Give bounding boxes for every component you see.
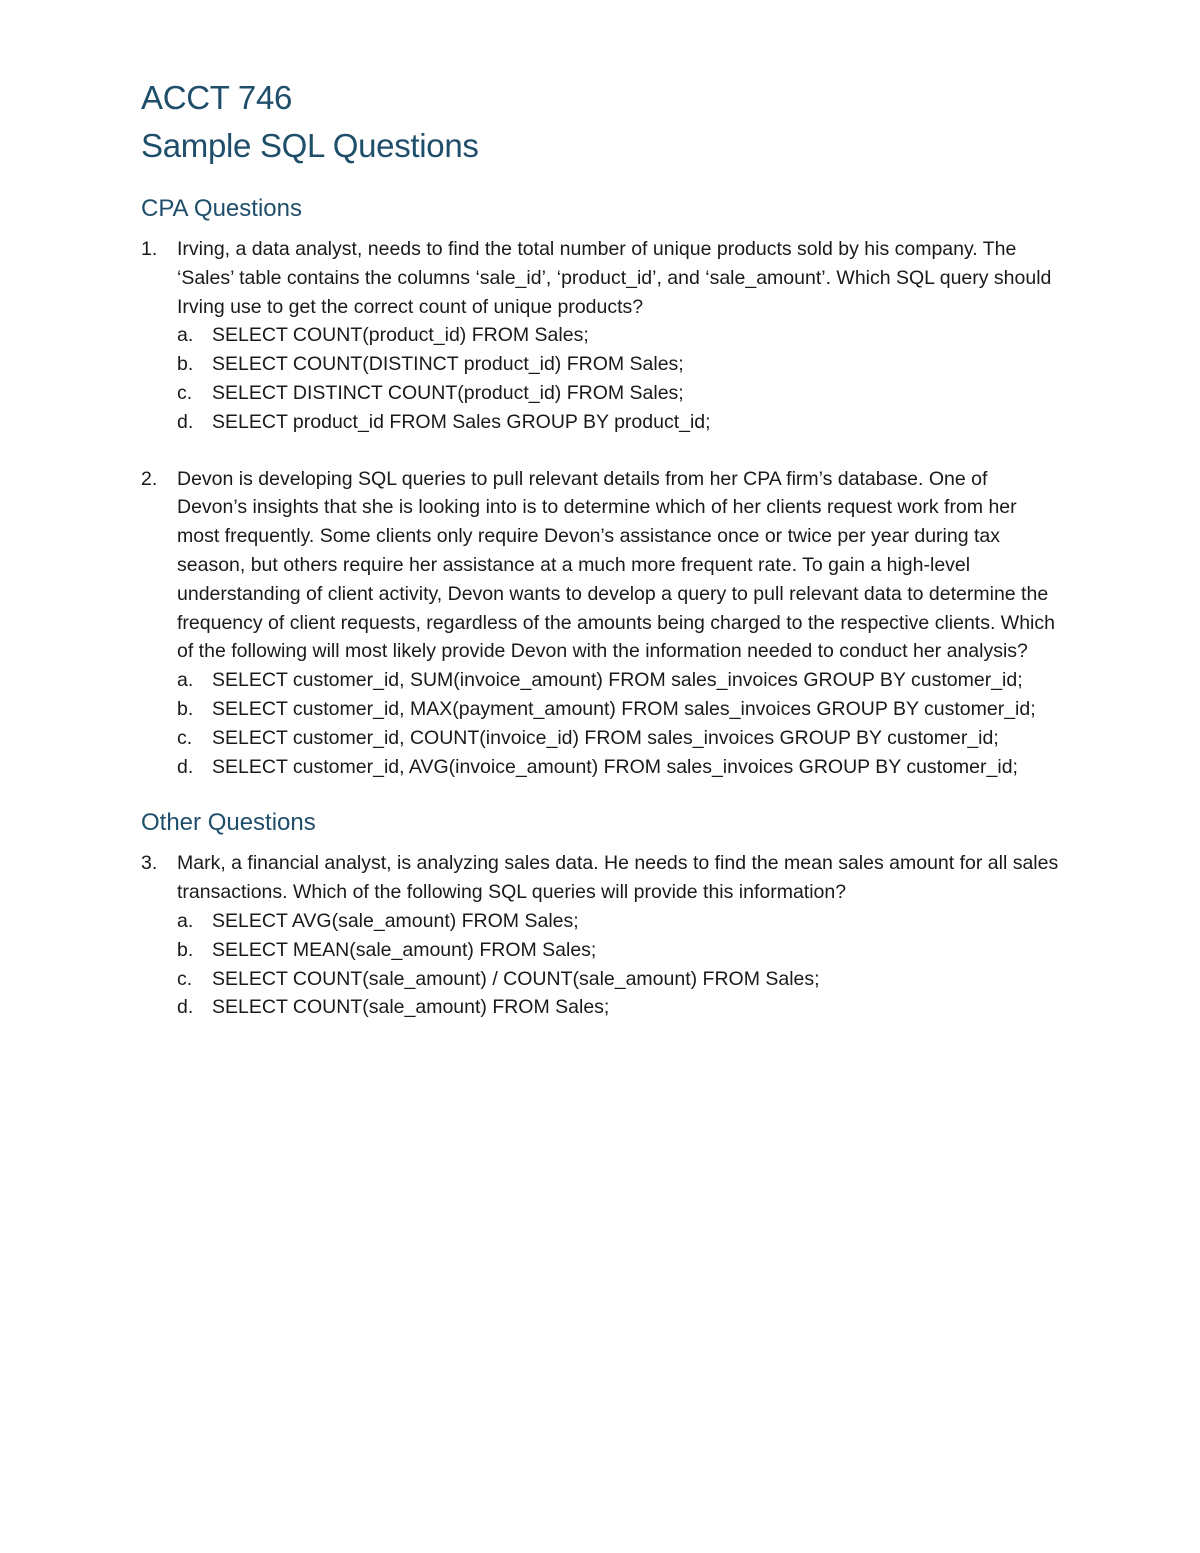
option-letter: b.	[177, 697, 194, 720]
answer-option-d	[177, 753, 1061, 782]
option-text: SELECT customer_id, SUM(invoice_amount) FROM sales_invoices GROUP BY customer_id;	[212, 669, 1023, 692]
answer-option-c	[177, 724, 1061, 753]
question-number: 1.	[141, 238, 158, 260]
question-3	[141, 849, 1061, 1022]
option-letter: a.	[177, 669, 194, 692]
question-1	[141, 235, 1061, 437]
option-text: SELECT customer_id, MAX(payment_amount) FROM sales_invoices GROUP BY customer_id;	[212, 697, 1036, 720]
answer-option-d	[177, 993, 1061, 1022]
answer-option-a	[177, 666, 1061, 695]
course-title: ACCT 746	[141, 79, 293, 116]
answer-option-b	[177, 350, 1061, 379]
question-text: Mark, a financial analyst, is analyzing sales data. He needs to find the mean sales amount for all sales transactions. Which of the following SQL queries will provide this information?	[177, 852, 1059, 904]
option-text: SELECT COUNT(sale_amount) / COUNT(sale_amount) FROM Sales;	[212, 967, 820, 990]
option-text: SELECT MEAN(sale_amount) FROM Sales;	[212, 938, 597, 961]
answer-option-b	[177, 695, 1061, 724]
document-title: Sample SQL Questions	[141, 127, 479, 164]
section-heading-other: Other Questions	[141, 809, 316, 837]
option-letter: d.	[177, 410, 194, 433]
answer-option-a	[177, 321, 1061, 350]
document-page	[141, 74, 1061, 1022]
option-text: SELECT COUNT(DISTINCT product_id) FROM Sales;	[212, 353, 684, 376]
answer-options	[177, 907, 1061, 1022]
question-text: Devon is developing SQL queries to pull relevant details from her CPA firm’s database. One of Devon’s insights that she is looking into is to determine which of her clients request work from her most frequently. Some clients only require Devon’s assistance once or twice per year during tax season, but others require her assistance at a much more frequent rate. To gain a high-level understanding of client activity, Devon wants to develop a query to pull relevant data to determine the frequency of client requests, regardless of the amounts being charged to the respective clients. Which of the following will most likely provide Devon with the information needed to conduct her analysis?	[177, 467, 1055, 663]
answer-options	[177, 666, 1061, 781]
option-text: SELECT COUNT(sale_amount) FROM Sales;	[212, 996, 610, 1019]
answer-option-c	[177, 379, 1061, 408]
option-text: SELECT customer_id, COUNT(invoice_id) FROM sales_invoices GROUP BY customer_id;	[212, 726, 999, 749]
question-text: Irving, a data analyst, needs to find the total number of unique products sold by his company. The ‘Sales’ table contains the columns ‘sale_id’, ‘product_id’, and ‘sale_amount’. Which SQL query should Irving use to get the correct count of unique products?	[177, 238, 1052, 318]
option-letter: a.	[177, 909, 194, 932]
option-text: SELECT product_id FROM Sales GROUP BY product_id;	[212, 410, 711, 433]
answer-option-a	[177, 907, 1061, 936]
option-letter: d.	[177, 755, 194, 778]
answer-option-d	[177, 408, 1061, 437]
question-2	[141, 465, 1061, 782]
option-letter: c.	[177, 726, 193, 749]
option-text: SELECT customer_id, AVG(invoice_amount) FROM sales_invoices GROUP BY customer_id;	[212, 755, 1018, 778]
option-letter: b.	[177, 938, 194, 961]
option-letter: c.	[177, 967, 193, 990]
option-letter: d.	[177, 996, 194, 1019]
answer-option-c	[177, 965, 1061, 994]
section-heading-cpa: CPA Questions	[141, 195, 302, 222]
option-letter: a.	[177, 324, 194, 347]
option-letter: c.	[177, 381, 193, 404]
answer-options	[177, 321, 1061, 436]
option-text: SELECT AVG(sale_amount) FROM Sales;	[212, 909, 579, 932]
question-number: 2.	[141, 467, 158, 490]
option-text: SELECT COUNT(product_id) FROM Sales;	[212, 324, 589, 347]
option-text: SELECT DISTINCT COUNT(product_id) FROM Sales;	[212, 381, 684, 404]
option-letter: b.	[177, 353, 194, 376]
question-number: 3.	[141, 852, 158, 875]
answer-option-b	[177, 936, 1061, 965]
